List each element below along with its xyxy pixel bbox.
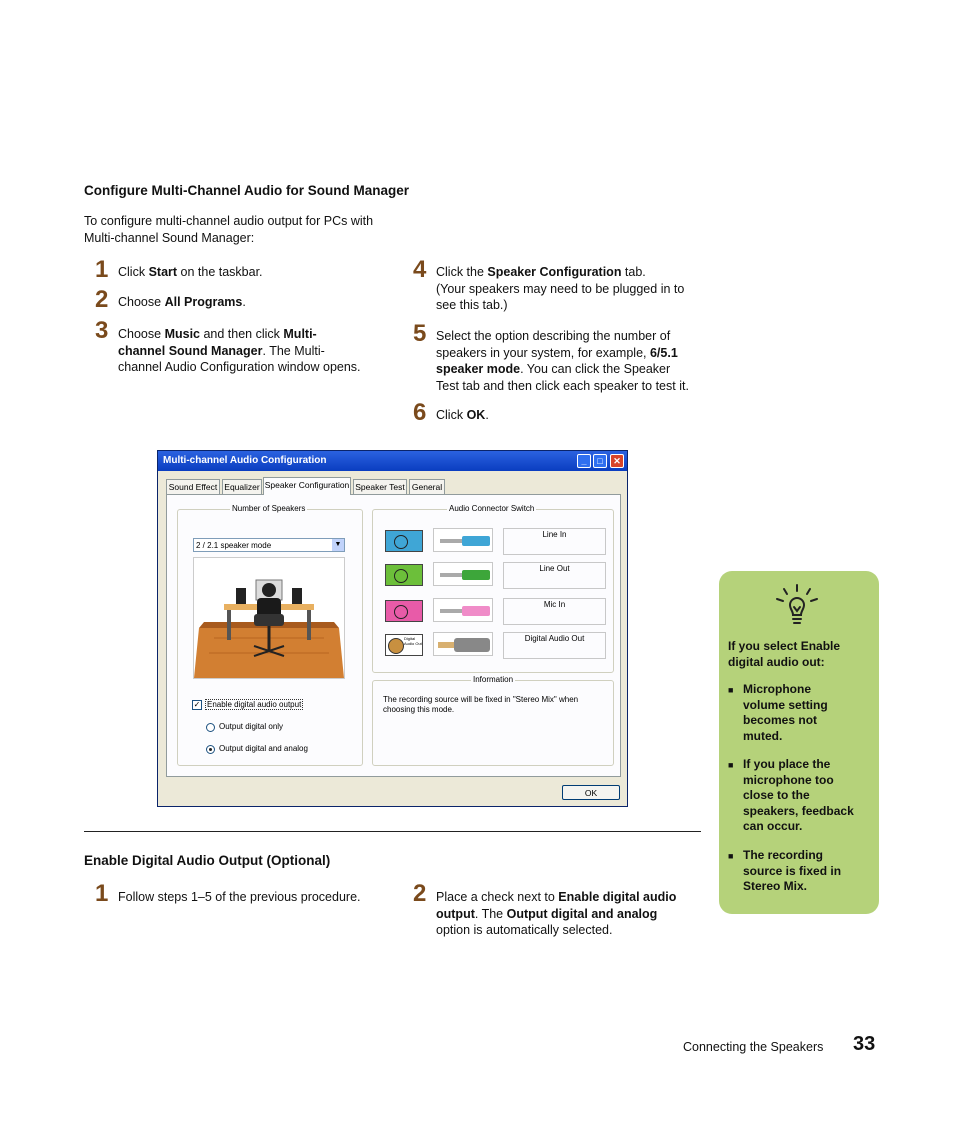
step-text: Follow steps 1–5 of the previous procedure. bbox=[118, 890, 361, 904]
step-text: Click Start on the taskbar. bbox=[118, 265, 263, 279]
intro-text-line1: To configure multi-channel audio output for PCs with bbox=[84, 214, 374, 228]
output-digital-analog-radio[interactable] bbox=[206, 745, 215, 754]
section-heading-digital-audio: Enable Digital Audio Output (Optional) bbox=[84, 853, 331, 868]
bullet-icon: ■ bbox=[728, 685, 734, 695]
tip-bullet-3: The recording source is fixed in Stereo Mix. bbox=[743, 848, 842, 893]
cable-plug-icon bbox=[433, 632, 493, 656]
tip-intro: If you select Enable digital audio out: bbox=[728, 639, 841, 669]
minimize-icon[interactable]: _ bbox=[577, 454, 591, 468]
output-digital-only-label: Output digital only bbox=[219, 722, 284, 731]
enable-digital-label: Enable digital audio output bbox=[207, 700, 302, 709]
speaker-illustration bbox=[193, 557, 345, 679]
page-number: 33 bbox=[853, 1033, 876, 1055]
output-digital-analog-label: Output digital and analog bbox=[219, 744, 308, 753]
step-text: Place a check next to Enable digital audio output. The Output digital and analog option is automatically selected. bbox=[436, 890, 677, 937]
line-out-label: Line Out bbox=[503, 562, 606, 589]
speaker-config-panel bbox=[166, 494, 621, 777]
speaker-mode-value: 2 / 2.1 speaker mode bbox=[196, 541, 272, 550]
multichannel-audio-dialog bbox=[157, 450, 628, 807]
lightbulb-icon bbox=[774, 583, 820, 629]
close-icon[interactable]: ✕ bbox=[610, 454, 624, 468]
information-group bbox=[372, 675, 614, 766]
enable-digital-checkbox[interactable]: ✓ bbox=[193, 700, 201, 709]
bullet-icon: ■ bbox=[728, 851, 734, 861]
step-number: 4 bbox=[413, 256, 427, 283]
step-text: Click the Speaker Configuration tab. (Your speakers may need to be plugged in to see this tab.) bbox=[436, 265, 685, 312]
line-in-label: Line In bbox=[503, 528, 606, 555]
cable-plug-icon bbox=[433, 528, 493, 552]
tip-bullet-1: Microphone volume setting becomes not muted. bbox=[743, 682, 828, 743]
tab-sound-effect[interactable]: Sound Effect bbox=[166, 479, 220, 494]
step-number: 6 bbox=[413, 399, 427, 426]
cable-plug-icon bbox=[433, 562, 493, 586]
maximize-icon[interactable]: □ bbox=[593, 454, 607, 468]
step-text: Choose All Programs. bbox=[118, 295, 246, 309]
digital-out-label: Digital Audio Out bbox=[503, 632, 606, 659]
step-number: 2 bbox=[413, 880, 427, 907]
tip-bullet-2: If you place the microphone too close to the speakers, feedback can occur. bbox=[743, 757, 854, 833]
ok-button[interactable]: OK bbox=[562, 785, 620, 800]
information-label: Information bbox=[473, 675, 514, 684]
tab-speaker-configuration[interactable]: Speaker Configuration bbox=[263, 477, 351, 495]
chevron-down-icon[interactable]: ▼ bbox=[332, 539, 344, 551]
step-number: 2 bbox=[95, 286, 109, 313]
line-in-jack-icon[interactable] bbox=[385, 530, 423, 552]
footer-section-name: Connecting the Speakers bbox=[683, 1040, 824, 1054]
tab-general[interactable]: General bbox=[409, 479, 445, 494]
mic-in-jack-icon[interactable] bbox=[385, 600, 423, 622]
digital-out-jack-icon[interactable] bbox=[385, 634, 423, 656]
dialog-titlebar bbox=[158, 451, 627, 471]
tab-equalizer[interactable]: Equalizer bbox=[222, 479, 262, 494]
tab-speaker-test[interactable]: Speaker Test bbox=[353, 479, 407, 494]
dialog-title: Multi-channel Audio Configuration bbox=[163, 455, 327, 466]
bullet-icon: ■ bbox=[728, 760, 734, 770]
step-text: Select the option describing the number of speakers in your system, for example, 6/5.1 speaker mode. You can click the Speaker Test tab and then click each speaker to test it. bbox=[436, 329, 689, 393]
step-number: 5 bbox=[413, 320, 427, 347]
intro-text-line2: Multi-channel Sound Manager: bbox=[84, 231, 255, 245]
section-divider bbox=[84, 831, 701, 832]
number-of-speakers-label: Number of Speakers bbox=[232, 504, 306, 513]
audio-connector-label: Audio Connector Switch bbox=[449, 504, 535, 513]
step-number: 1 bbox=[95, 880, 109, 907]
speaker-desk-image bbox=[194, 558, 344, 678]
cable-plug-icon bbox=[433, 598, 493, 622]
step-number: 3 bbox=[95, 317, 109, 344]
audio-connector-group bbox=[372, 504, 614, 673]
step-number: 1 bbox=[95, 256, 109, 283]
number-of-speakers-group bbox=[177, 504, 363, 766]
line-out-jack-icon[interactable] bbox=[385, 564, 423, 586]
digital-jack-text: Digital Audio Out bbox=[404, 636, 422, 646]
section-heading-multichannel: Configure Multi-Channel Audio for Sound Manager bbox=[84, 183, 409, 198]
mic-in-label: Mic In bbox=[503, 598, 606, 625]
tip-box bbox=[719, 571, 879, 914]
step-text: Choose Music and then click Multi- channel Sound Manager. The Multi- channel Audio Configuration window opens. bbox=[118, 327, 361, 374]
step-text: Click OK. bbox=[436, 408, 489, 422]
output-digital-only-radio[interactable] bbox=[206, 723, 215, 732]
speaker-mode-select[interactable] bbox=[193, 538, 345, 552]
information-text: The recording source will be fixed in "Stereo Mix" when choosing this mode. bbox=[383, 695, 579, 714]
